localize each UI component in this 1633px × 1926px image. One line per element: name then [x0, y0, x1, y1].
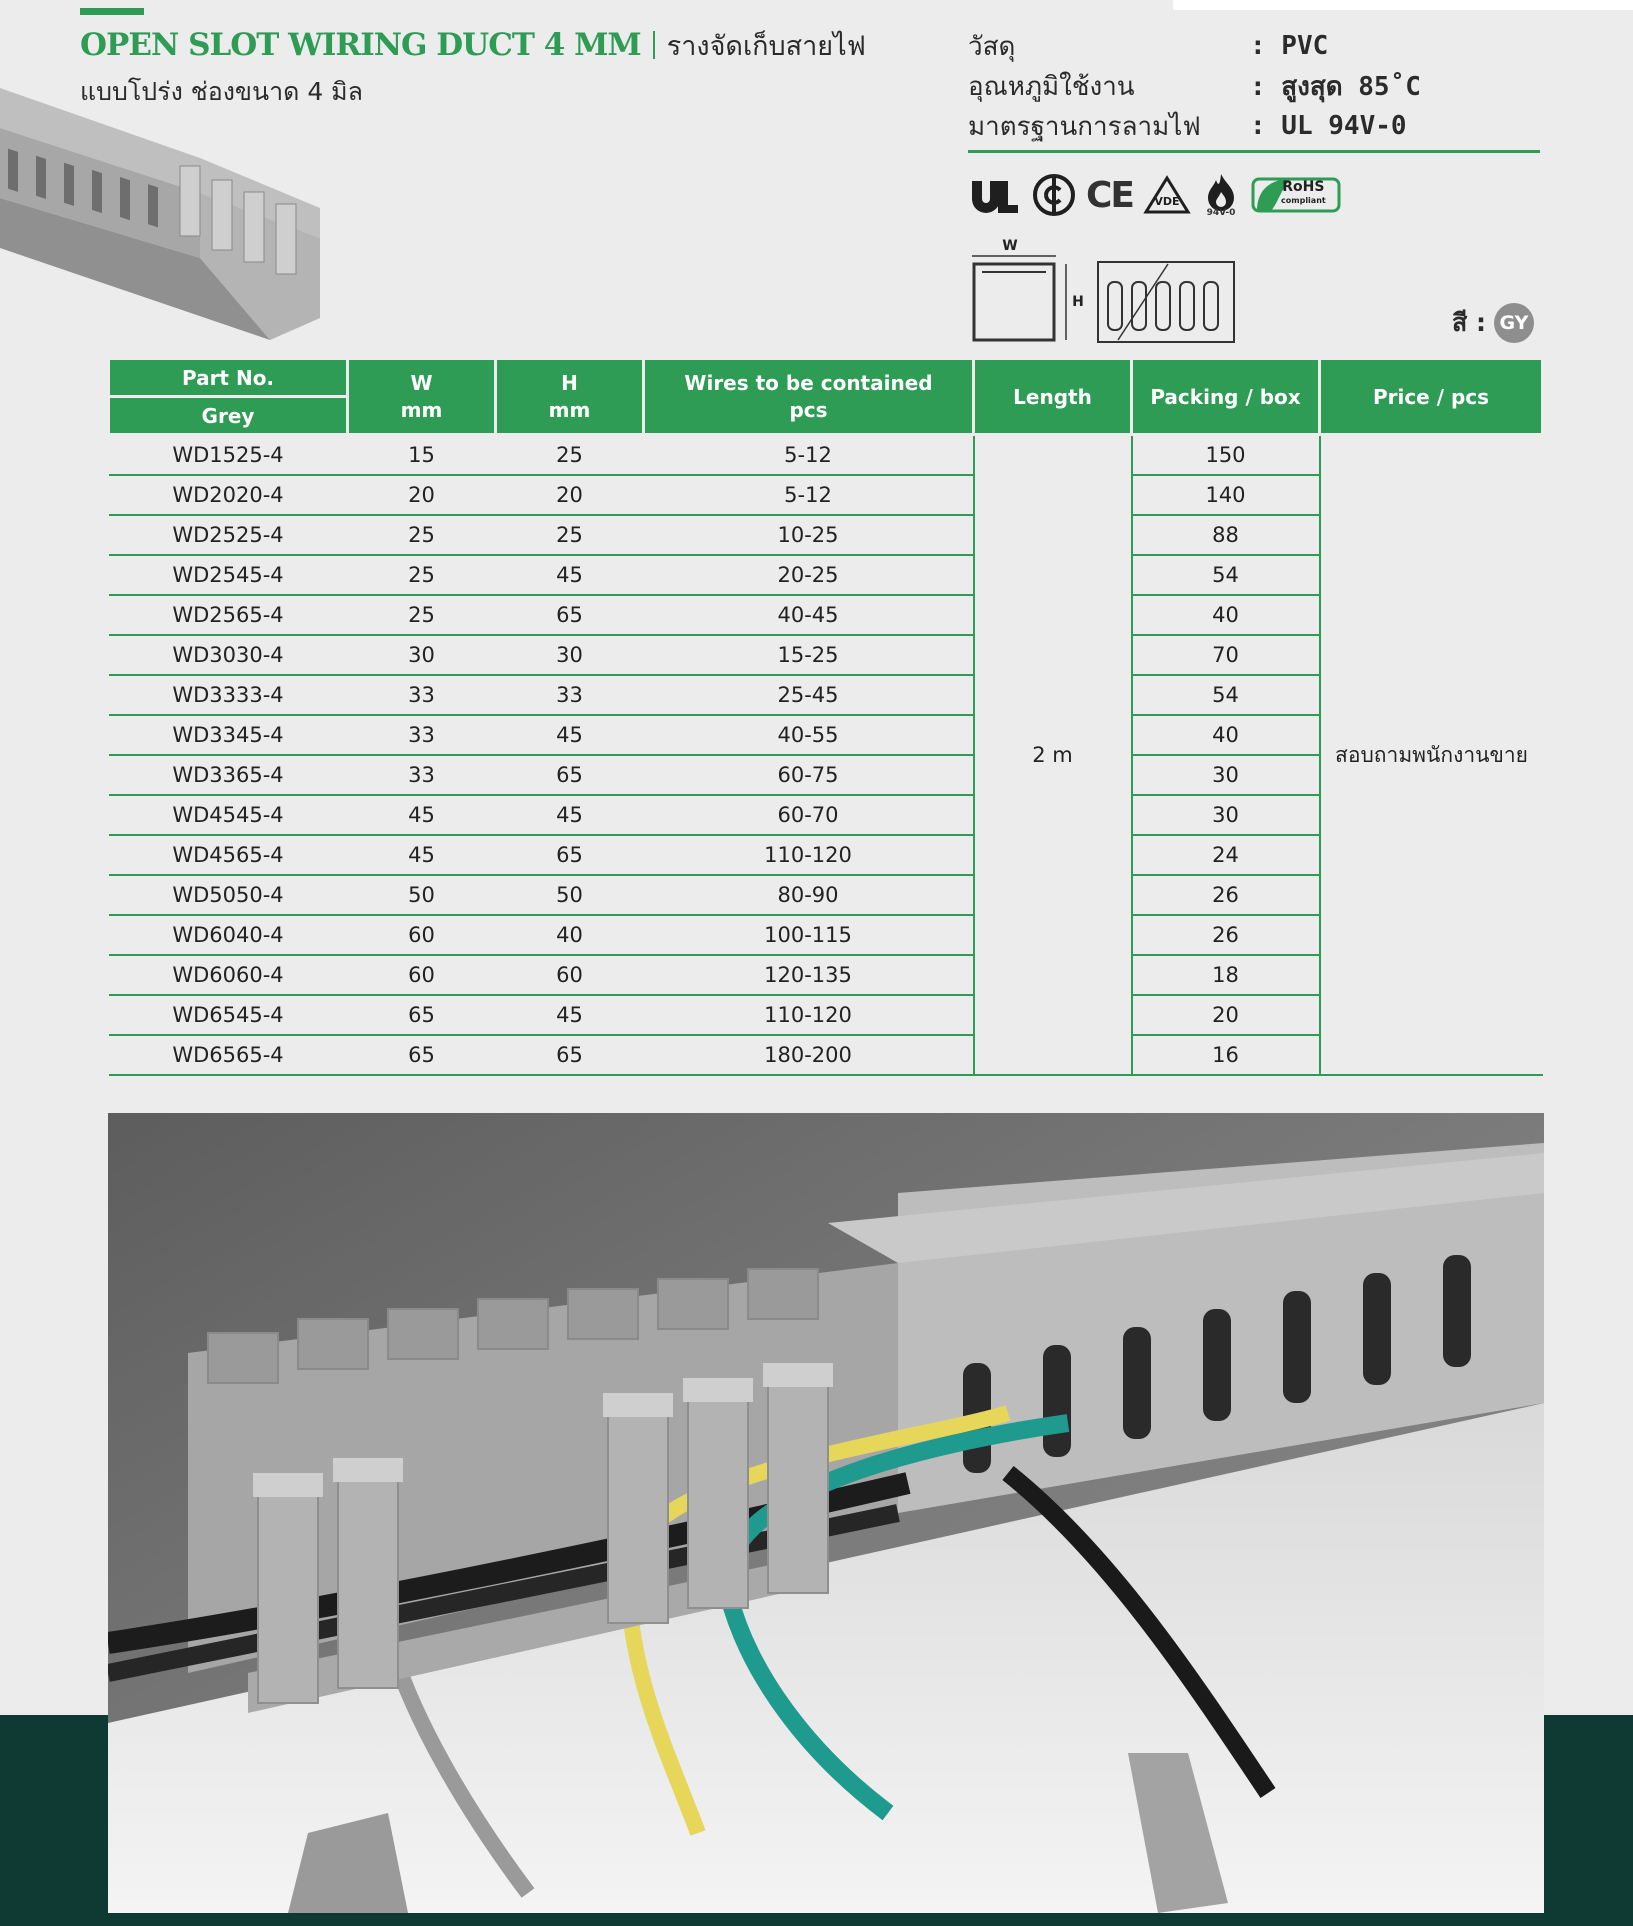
spec-divider	[968, 150, 1540, 153]
cell-w: 25	[348, 595, 496, 635]
cell-wires: 15-25	[644, 635, 974, 675]
header-h-unit: mm	[548, 397, 591, 422]
cell-h: 65	[496, 1035, 644, 1075]
flame-icon	[1204, 172, 1238, 212]
cell-packing: 18	[1132, 955, 1320, 995]
cell-h: 65	[496, 755, 644, 795]
spec-material	[968, 26, 1540, 66]
spec-flame-rating	[968, 106, 1540, 146]
spec-material-label: วัสดุ	[968, 31, 1016, 62]
cell-w: 15	[348, 435, 496, 476]
cell-w: 25	[348, 515, 496, 555]
cell-w: 60	[348, 955, 496, 995]
rohs-subtext: compliant	[1281, 196, 1326, 205]
cell-h: 20	[496, 475, 644, 515]
cell-part-no: WD2565-4	[109, 595, 348, 635]
ce-icon: CE	[1086, 174, 1134, 216]
cell-w: 60	[348, 915, 496, 955]
cell-wires: 100-115	[644, 915, 974, 955]
header-part-no: Part No.	[109, 359, 348, 397]
dim-h-label: H	[1072, 294, 1084, 310]
header-price: Price / pcs	[1320, 359, 1543, 435]
cell-w: 33	[348, 755, 496, 795]
cell-packing: 54	[1132, 675, 1320, 715]
product-table	[107, 357, 1544, 1076]
cell-wires: 5-12	[644, 435, 974, 476]
cell-packing: 16	[1132, 1035, 1320, 1075]
header-h-label: H	[561, 370, 578, 395]
product-table-body	[109, 435, 1543, 1076]
color-chip-grey: GY	[1494, 303, 1534, 343]
spec-flame-label: มาตรฐานการลามไฟ	[968, 111, 1201, 142]
cell-price: สอบถามพนักงานขาย	[1320, 435, 1543, 1076]
cell-part-no: WD3345-4	[109, 715, 348, 755]
cell-part-no: WD6040-4	[109, 915, 348, 955]
spec-temperature	[968, 66, 1540, 106]
cell-w: 25	[348, 555, 496, 595]
cell-packing: 140	[1132, 475, 1320, 515]
cell-packing: 26	[1132, 875, 1320, 915]
cell-part-no: WD4565-4	[109, 835, 348, 875]
dimension-diagram	[968, 236, 1240, 346]
vde-text: VDE	[1154, 195, 1180, 208]
accent-bar	[80, 8, 144, 15]
cell-wires: 10-25	[644, 515, 974, 555]
header-length: Length	[974, 359, 1132, 435]
cell-packing: 54	[1132, 555, 1320, 595]
cell-wires: 40-45	[644, 595, 974, 635]
title-separator	[653, 31, 655, 59]
cell-packing: 26	[1132, 915, 1320, 955]
color-indicator	[1452, 303, 1534, 343]
cell-w: 30	[348, 635, 496, 675]
cell-w: 50	[348, 875, 496, 915]
cell-wires: 60-70	[644, 795, 974, 835]
page-title	[80, 24, 866, 67]
cell-h: 45	[496, 795, 644, 835]
title-en: OPEN SLOT WIRING DUCT 4 MM	[80, 27, 641, 63]
cell-packing: 30	[1132, 795, 1320, 835]
cell-h: 30	[496, 635, 644, 675]
cell-wires: 120-135	[644, 955, 974, 995]
header-h	[496, 359, 644, 435]
table-row	[109, 435, 1543, 476]
cell-part-no: WD2020-4	[109, 475, 348, 515]
header-wires-label: Wires to be contained	[684, 370, 933, 395]
spec-material-value: : PVC	[1250, 31, 1329, 61]
cell-part-no: WD6545-4	[109, 995, 348, 1035]
cell-wires: 180-200	[644, 1035, 974, 1075]
spec-flame-value: : UL 94V-0	[1250, 111, 1407, 141]
cell-wires: 5-12	[644, 475, 974, 515]
cell-w: 65	[348, 995, 496, 1035]
cell-wires: 20-25	[644, 555, 974, 595]
cell-part-no: WD3333-4	[109, 675, 348, 715]
cell-part-no: WD3365-4	[109, 755, 348, 795]
cell-packing: 40	[1132, 595, 1320, 635]
cell-part-no: WD6060-4	[109, 955, 348, 995]
cell-length: 2 m	[974, 435, 1132, 1076]
cell-h: 65	[496, 595, 644, 635]
header-wires	[644, 359, 974, 435]
flame-rating-text: 94V-0	[1206, 208, 1236, 218]
cell-wires: 60-75	[644, 755, 974, 795]
certification-icons	[968, 170, 1341, 220]
cell-packing: 40	[1132, 715, 1320, 755]
cell-w: 45	[348, 795, 496, 835]
cell-h: 25	[496, 435, 644, 476]
cell-w: 45	[348, 835, 496, 875]
cell-packing: 30	[1132, 755, 1320, 795]
cell-wires: 110-120	[644, 835, 974, 875]
cell-part-no: WD3030-4	[109, 635, 348, 675]
cell-wires: 40-55	[644, 715, 974, 755]
cell-h: 45	[496, 555, 644, 595]
cell-part-no: WD2545-4	[109, 555, 348, 595]
cell-h: 25	[496, 515, 644, 555]
cell-packing: 88	[1132, 515, 1320, 555]
cell-h: 65	[496, 835, 644, 875]
spec-list	[968, 26, 1540, 146]
cell-part-no: WD5050-4	[109, 875, 348, 915]
rohs-icon	[1251, 175, 1341, 215]
spec-temperature-value: : สูงสุด 85˚C	[1250, 71, 1421, 102]
cell-h: 60	[496, 955, 644, 995]
cell-h: 33	[496, 675, 644, 715]
cell-part-no: WD4545-4	[109, 795, 348, 835]
csa-icon	[1032, 173, 1076, 217]
cell-w: 33	[348, 675, 496, 715]
cell-h: 40	[496, 915, 644, 955]
duct-product-image	[0, 88, 330, 348]
cell-part-no: WD1525-4	[109, 435, 348, 476]
header-w-label: W	[410, 370, 433, 395]
top-white-strip	[1173, 0, 1633, 10]
flame-rating-icon	[1201, 172, 1241, 218]
header-grey: Grey	[109, 397, 348, 435]
subtitle: แบบโปร่ง ช่องขนาด 4 มิล	[80, 77, 363, 106]
cell-packing: 20	[1132, 995, 1320, 1035]
cell-h: 45	[496, 995, 644, 1035]
header-w-unit: mm	[400, 397, 443, 422]
dim-w-label: W	[1002, 238, 1018, 254]
cell-wires: 25-45	[644, 675, 974, 715]
header-packing: Packing / box	[1132, 359, 1320, 435]
vde-icon	[1143, 175, 1191, 215]
title-th: รางจัดเก็บสายไฟ	[666, 31, 866, 62]
cell-w: 33	[348, 715, 496, 755]
cell-w: 65	[348, 1035, 496, 1075]
cell-w: 20	[348, 475, 496, 515]
cell-part-no: WD2525-4	[109, 515, 348, 555]
header-w	[348, 359, 496, 435]
duct-photo	[108, 1113, 1544, 1913]
cell-h: 50	[496, 875, 644, 915]
cell-h: 45	[496, 715, 644, 755]
cell-wires: 110-120	[644, 995, 974, 1035]
ul-icon	[968, 175, 1022, 215]
spec-temperature-label: อุณหภูมิใช้งาน	[968, 71, 1135, 102]
header-wires-unit: pcs	[789, 397, 828, 422]
color-label: สี :	[1452, 308, 1486, 337]
cell-part-no: WD6565-4	[109, 1035, 348, 1075]
cell-packing: 24	[1132, 835, 1320, 875]
rohs-text: RoHS	[1282, 179, 1325, 195]
cell-wires: 80-90	[644, 875, 974, 915]
cell-packing: 70	[1132, 635, 1320, 675]
cell-packing: 150	[1132, 435, 1320, 476]
